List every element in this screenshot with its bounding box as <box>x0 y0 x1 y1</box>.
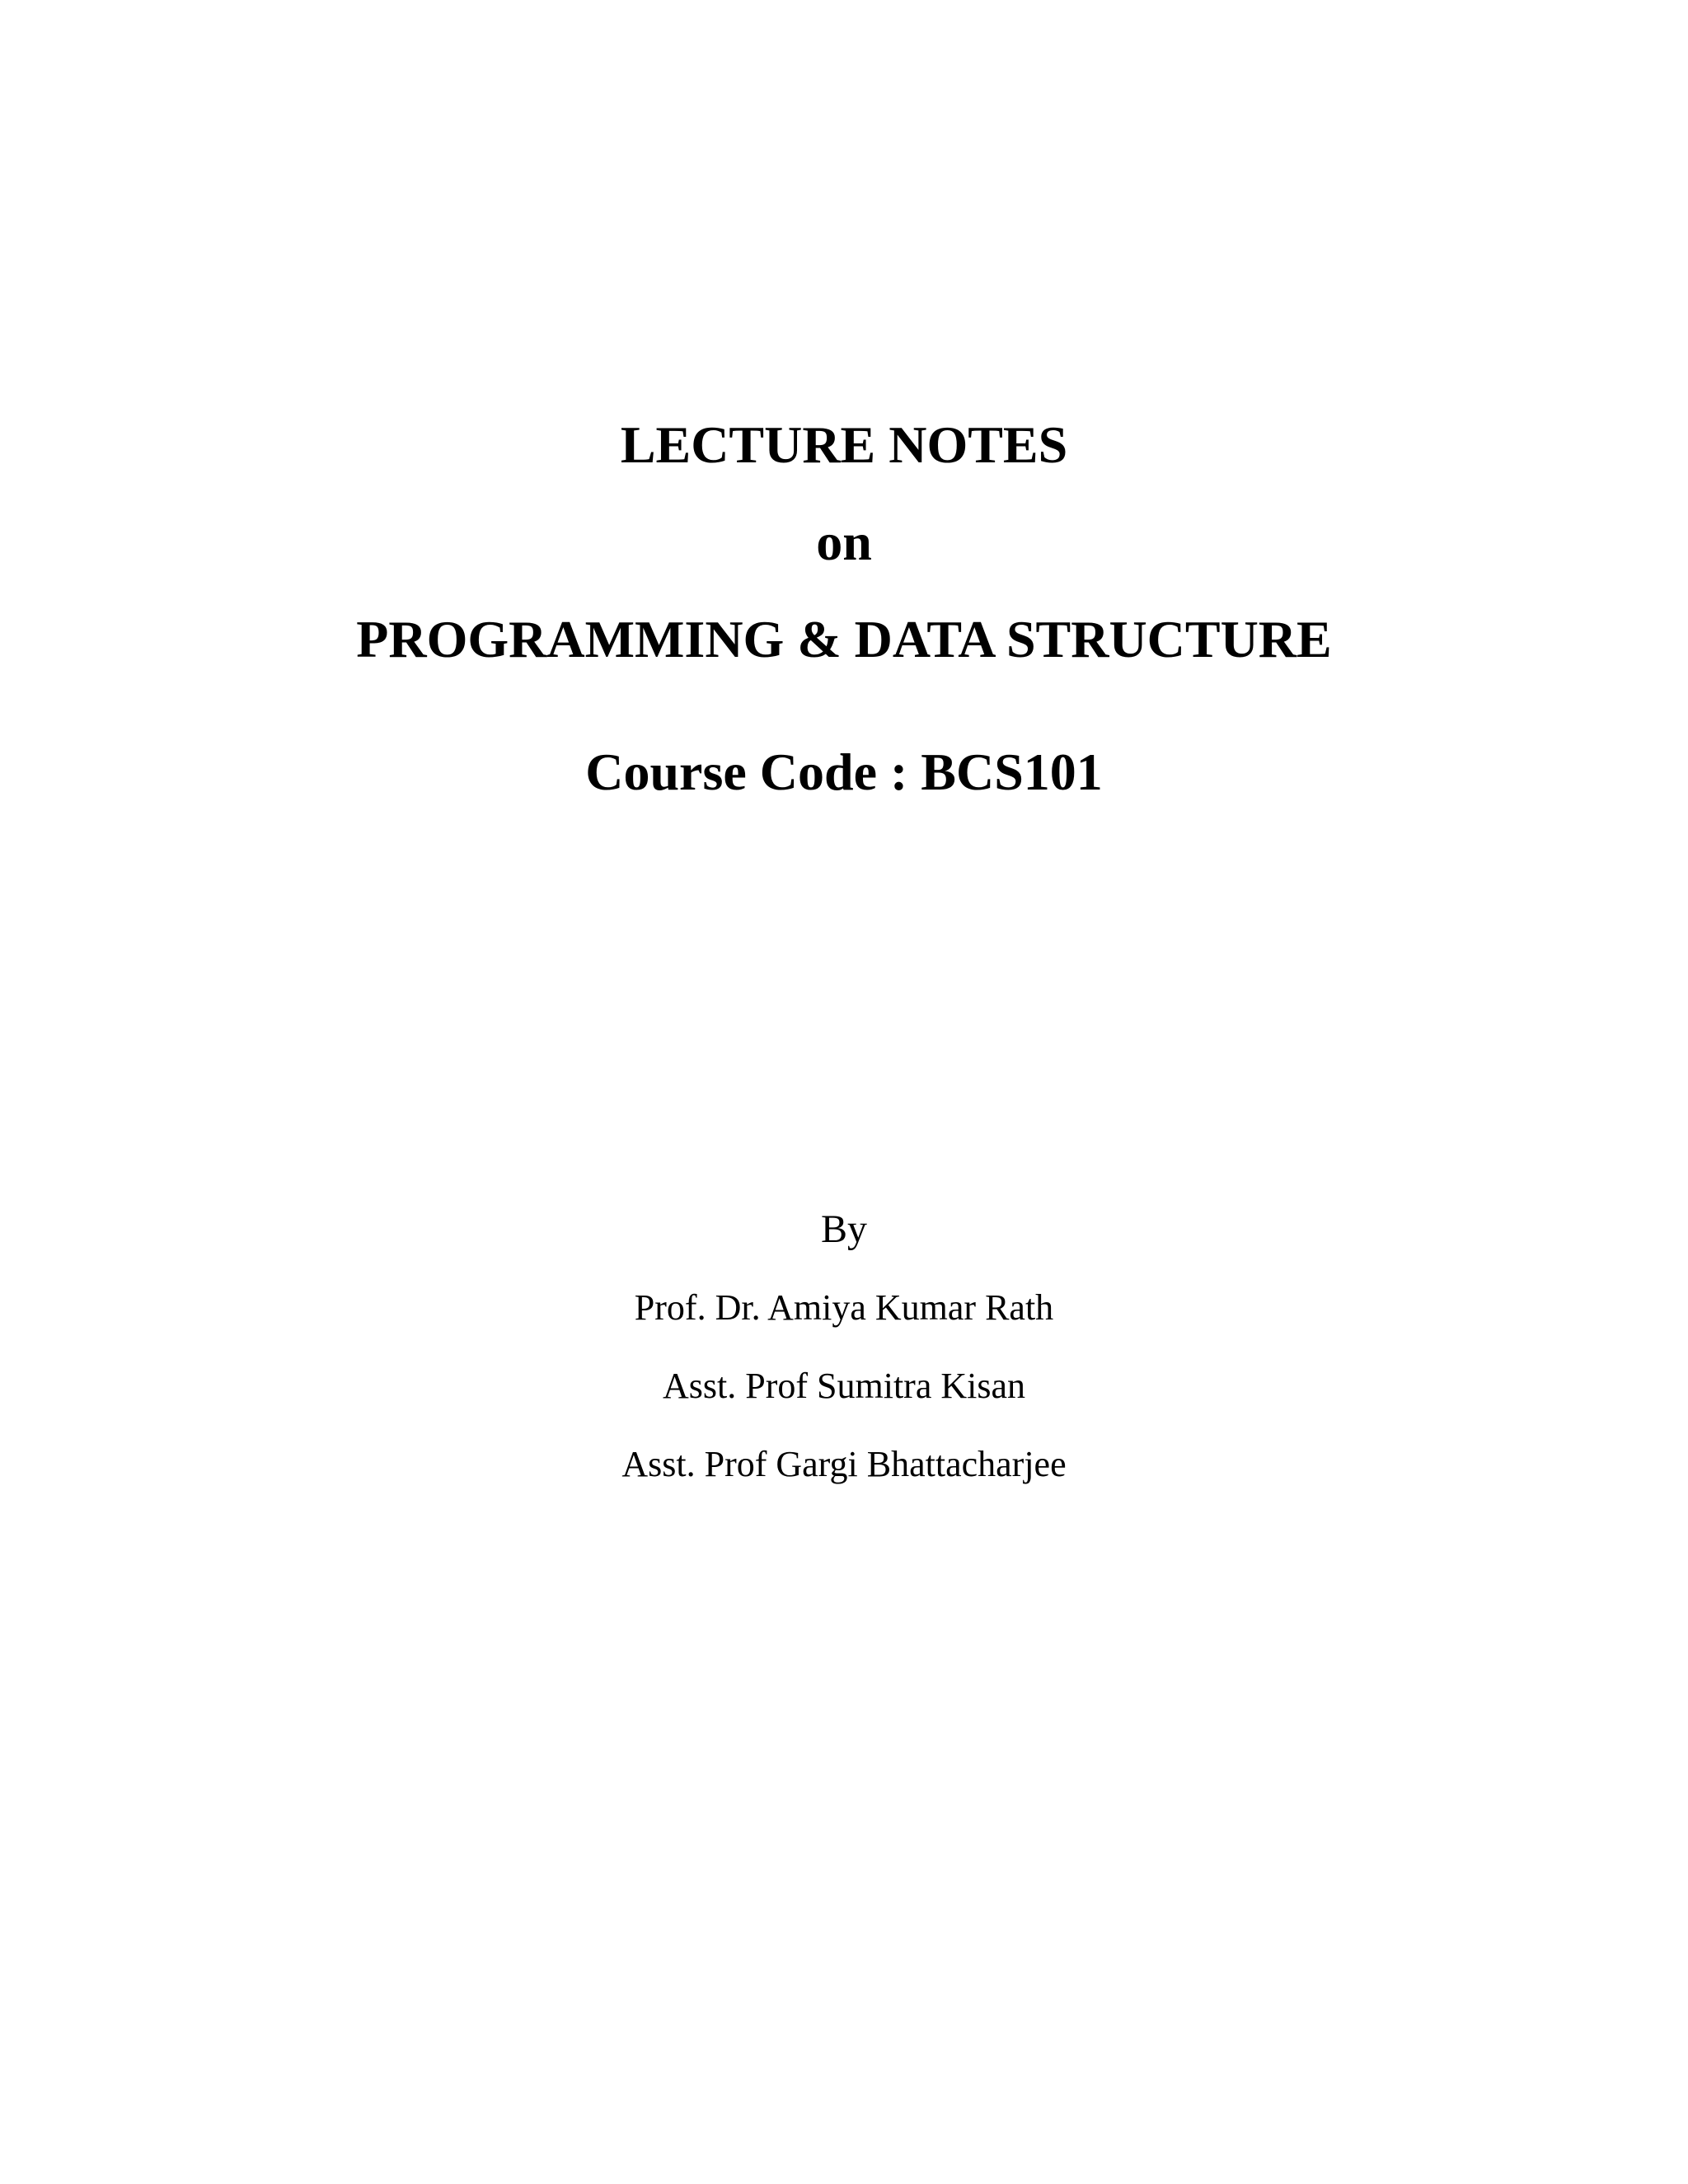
subject-title: PROGRAMMING & DATA STRUCTURE <box>356 610 1332 668</box>
document-title: LECTURE NOTES <box>620 415 1068 474</box>
author-name: Prof. Dr. Amiya Kumar Rath <box>634 1287 1054 1328</box>
author-name: Asst. Prof Sumitra Kisan <box>663 1366 1025 1406</box>
course-code: Course Code : BCS101 <box>585 743 1103 801</box>
title-connector: on <box>816 513 872 571</box>
by-label: By <box>820 1207 867 1251</box>
author-name: Asst. Prof Gargi Bhattacharjee <box>621 1444 1067 1484</box>
